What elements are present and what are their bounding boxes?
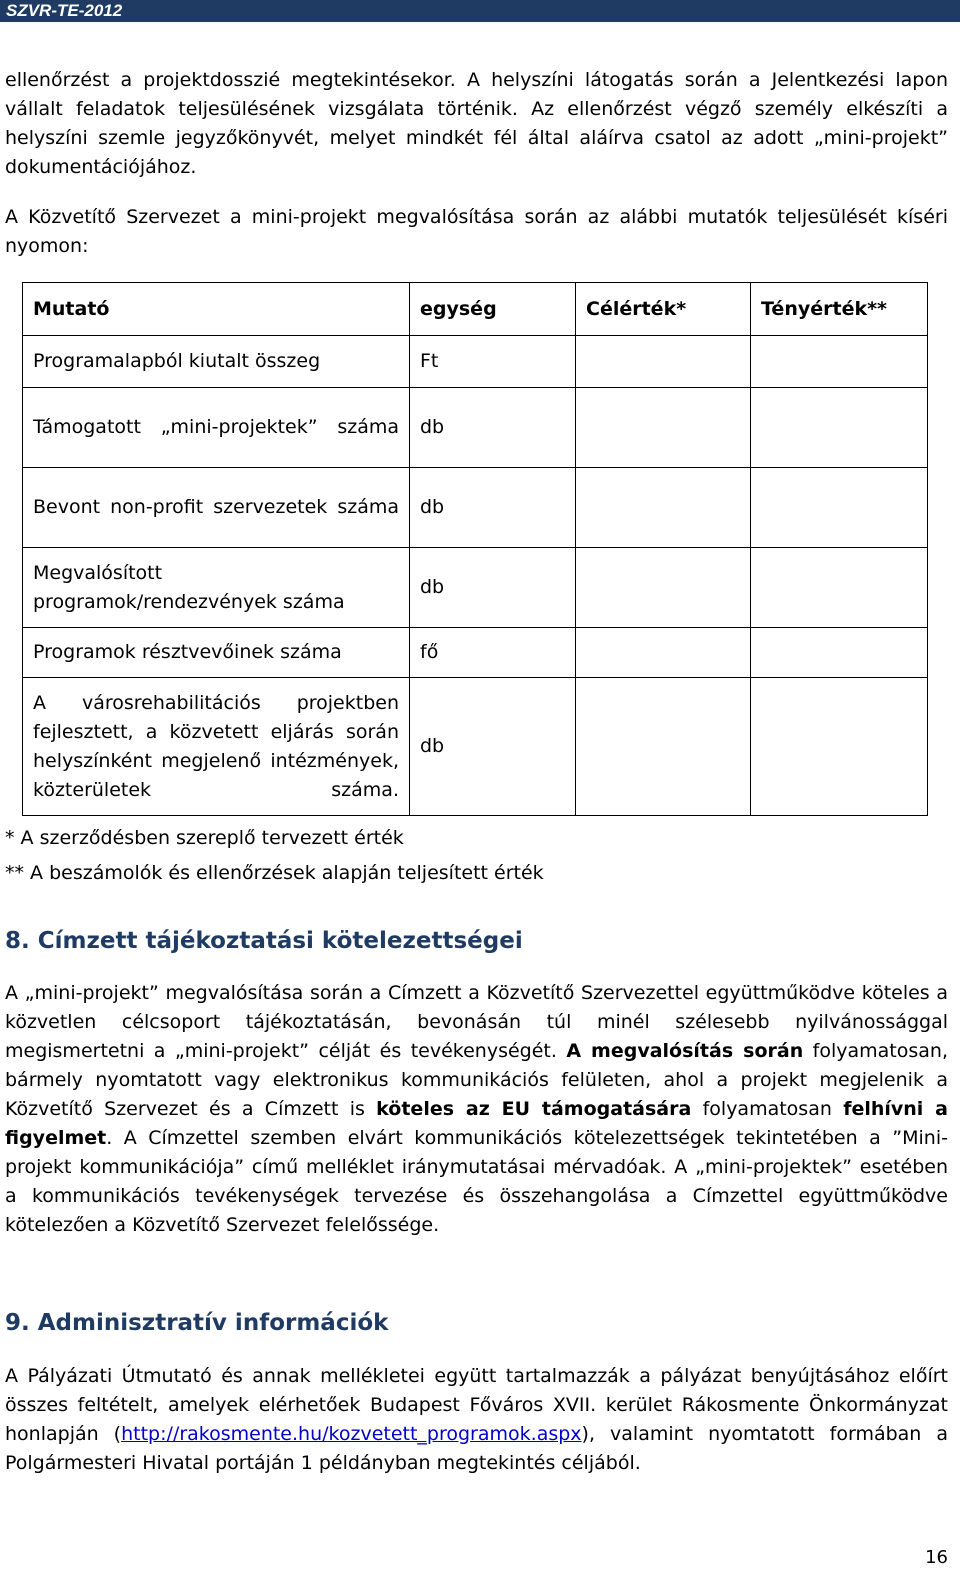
actual-cell — [751, 548, 928, 628]
table-row — [23, 336, 928, 388]
indicator-table — [22, 282, 928, 816]
indicator-cell: Támogatott „mini-projektek” száma — [23, 388, 410, 468]
table-row — [23, 468, 928, 548]
section-9-heading: 9. Adminisztratív információk — [5, 1310, 389, 1336]
section-8-heading: 8. Címzett tájékoztatási kötelezettségei — [5, 928, 523, 954]
actual-cell — [751, 628, 928, 678]
unit-cell: Ft — [410, 336, 576, 388]
table-header-row — [23, 283, 928, 336]
section-8-paragraph — [5, 979, 948, 1240]
unit-cell: db — [410, 678, 576, 816]
bold-run: köteles az EU támogatására — [376, 1098, 692, 1120]
table-row — [23, 548, 928, 628]
section-9-paragraph — [5, 1362, 948, 1478]
header-actual: Tényérték** — [751, 283, 928, 336]
unit-cell: fő — [410, 628, 576, 678]
indicator-cell: Programok résztvevőinek száma — [23, 628, 410, 678]
indicator-cell: Bevont non-profit szervezetek száma — [23, 468, 410, 548]
target-cell — [576, 678, 751, 816]
header-indicator: Mutató — [23, 283, 410, 336]
unit-cell: db — [410, 468, 576, 548]
unit-cell: db — [410, 388, 576, 468]
actual-cell — [751, 678, 928, 816]
actual-cell — [751, 468, 928, 548]
page-number: 16 — [925, 1547, 948, 1568]
indicator-cell: Megvalósított programok/rendezvények száma — [23, 548, 410, 628]
header-bar — [0, 0, 960, 22]
table-row — [23, 628, 928, 678]
indicator-cell: Programalapból kiutalt összeg — [23, 336, 410, 388]
bold-run: A megvalósítás során — [566, 1040, 804, 1062]
table-row — [23, 388, 928, 468]
text-run: A „mini-projekt” megvalósítása során a Címzett a Közvetítő Szervezettel együttműködve köteles a közvetlen célcsoport tájékoztatásán, bevonásán túl minél szélesebb nyilvánossággal megismertetni a „mini-projekt” célját és tevékenységét. — [5, 982, 948, 1062]
text-run: folyamatosan — [691, 1098, 844, 1120]
indicator-cell: A városrehabilitációs projektben fejlesztett, a közvetett eljárás során helyszínként megjelenő intézmények, közterületek száma. — [23, 678, 410, 816]
text-run: A Pályázati Útmutató és annak mellékletei együtt tartalmazzák a pályázat benyújtásához előírt összes feltételt, amelyek elérhetőek Budapest Főváros XVII. kerület Rákosmente Önkormányzat honlapján ( — [5, 1365, 948, 1445]
text-run: ), valamint nyomtatott formában a Polgármesteri Hivatal portáján 1 példányban megtekintés céljából. — [5, 1423, 949, 1474]
header-target: Célérték* — [576, 283, 751, 336]
programs-link[interactable]: http://rakosmente.hu/kozvetett_programok.aspx — [121, 1423, 582, 1445]
target-cell — [576, 468, 751, 548]
text-run: . A Címzettel szemben elvárt kommunikációs kötelezettségek tekintetében a ”Mini-projekt kommunikációja” című melléklet iránymutatásai mérvadóak. A „mini-projektek” esetében a kommunikációs tevékenységek tervezése és összehangolása a Címzettel együttműködve kötelezően a Közvetítő Szervezet felelőssége. — [5, 1127, 948, 1236]
target-cell — [576, 336, 751, 388]
footnote-target: * A szerződésben szereplő tervezett érték — [5, 827, 404, 849]
actual-cell — [751, 388, 928, 468]
target-cell — [576, 388, 751, 468]
actual-cell — [751, 336, 928, 388]
header-unit: egység — [410, 283, 576, 336]
unit-cell: db — [410, 548, 576, 628]
table-footnotes — [5, 821, 544, 891]
document-code: SZVR-TE-2012 — [6, 1, 123, 20]
bold-run: felhívni a figyelmet — [5, 1098, 948, 1149]
footnote-actual: ** A beszámolók és ellenőrzések alapján teljesített érték — [5, 862, 544, 884]
indicator-intro: A Közvetítő Szervezet a mini-projekt megvalósítása során az alábbi mutatók teljesülését kíséri nyomon: — [5, 206, 948, 257]
target-cell — [576, 548, 751, 628]
intro-paragraph: ellenőrzést a projektdosszié megtekintésekor. A helyszíni látogatás során a Jelentkezési lapon vállalt feladatok teljesülésének vizsgálata történik. Az ellenőrzést végző személy elkészíti a helyszíni szemle jegyzőkönyvét, melyet mindkét fél által aláírva csatol az adott „mini-projekt” dokumentációjához. — [5, 69, 948, 178]
text-run: folyamatosan, bármely nyomtatott vagy elektronikus kommunikációs felületen, ahol a projekt megjelenik a Közvetítő Szervezet és a Címzett is — [5, 1040, 948, 1120]
target-cell — [576, 628, 751, 678]
table-row — [23, 678, 928, 816]
